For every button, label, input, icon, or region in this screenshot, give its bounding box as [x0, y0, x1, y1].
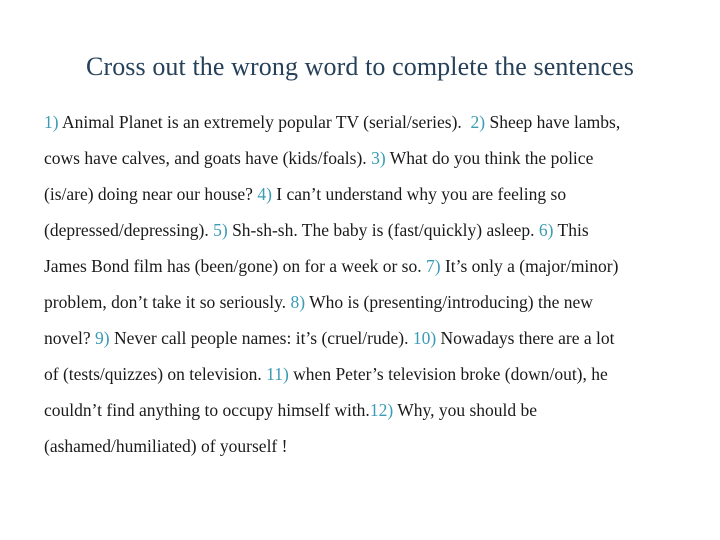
text-line — [44, 392, 716, 428]
sentence-number: 3) — [371, 148, 386, 168]
sentence-text: Sh-sh-sh. The baby is (fast/quickly) asleep. — [227, 220, 539, 240]
page-title: Cross out the wrong word to complete the sentences — [86, 52, 634, 81]
text-line — [44, 176, 716, 212]
sentence-number: 6) — [538, 220, 554, 240]
sentence-text: (is/are) doing near our house? — [44, 184, 258, 204]
text-line — [44, 140, 716, 176]
sentence-number: 11) — [266, 364, 289, 384]
sentence-text: problem, don’t take it so seriously. — [44, 292, 291, 312]
text-line — [44, 356, 716, 392]
sentence-text: Why, you should be — [393, 400, 538, 420]
sentence-text: novel? — [44, 328, 96, 348]
sentence-text: Never call people names: it’s (cruel/rude). — [109, 328, 413, 348]
sentence-text: James Bond film has (been/gone) on for a week or so. — [44, 256, 426, 276]
sentence-text: when Peter’s television broke (down/out), he — [288, 364, 608, 384]
sentence-number: 10) — [412, 328, 437, 348]
sentence-number: 4) — [257, 184, 272, 204]
exercise-text — [44, 104, 716, 464]
sentence-text: Sheep have lambs, — [485, 112, 621, 132]
sentence-text: Who is (presenting/introducing) the new — [305, 292, 593, 312]
sentence-text: Nowadays there are a lot — [436, 328, 615, 348]
sentence-text: It’s only a (major/minor) — [440, 256, 619, 276]
sentence-text: This — [553, 220, 589, 240]
sentence-number: 5) — [213, 220, 228, 240]
sentence-text: What do you think the police — [385, 148, 594, 168]
text-line — [44, 104, 716, 140]
sentence-number: 1) — [44, 112, 59, 132]
sentence-text: cows have calves, and goats have (kids/foals). — [44, 148, 372, 168]
text-line — [44, 284, 716, 320]
sentence-number: 7) — [425, 256, 441, 276]
sentence-number: 12) — [369, 400, 394, 420]
text-line — [44, 212, 716, 248]
text-line — [44, 320, 716, 356]
sentence-text: (depressed/depressing). — [44, 220, 214, 240]
sentence-number: 2) — [470, 112, 486, 132]
sentence-text: couldn’t find anything to occupy himself with. — [44, 400, 370, 420]
sentence-text: of (tests/quizzes) on television. — [44, 364, 267, 384]
sentence-text: (ashamed/humiliated) of yourself ! — [44, 436, 288, 456]
sentence-number: 8) — [290, 292, 306, 312]
text-line — [44, 248, 716, 284]
sentence-number: 9) — [95, 328, 110, 348]
text-line — [44, 428, 716, 464]
sentence-text: Animal Planet is an extremely popular TV (serial/series). — [58, 112, 471, 132]
sentence-text: I can’t understand why you are feeling so — [271, 184, 567, 204]
